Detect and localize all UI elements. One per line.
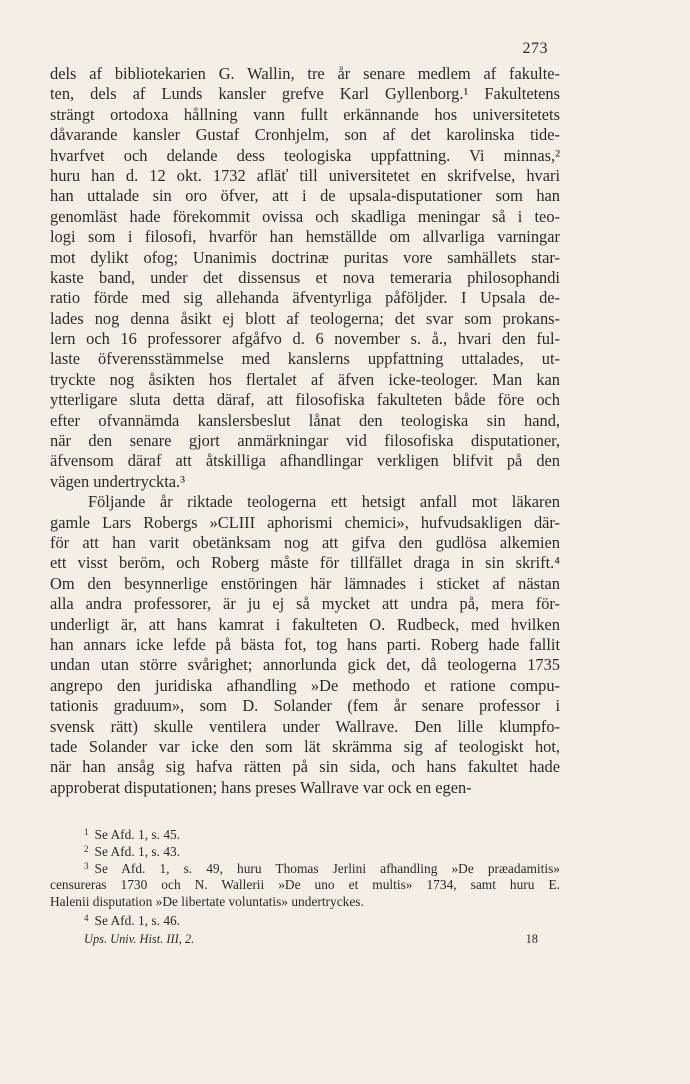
footnote (50, 910, 560, 927)
body-line: undan utan större svårighet; annorlunda gick det, då teologerna 1735 (50, 655, 560, 675)
body-line: ratio förde med sig allehanda äfventyrliga påföljder. I Upsala de- (50, 288, 560, 308)
footnote-text: Se Afd. 1, s. 46. (94, 912, 181, 928)
footnote-text: censureras 1730 och N. Wallerii »De uno et multis» 1734, samt huru E. (50, 876, 560, 892)
body-line: Om den besynnerlige enstöringen här lämnades i sticket af nästan (50, 573, 560, 593)
body-line: tationis graduum», som D. Solander (fem år senare professor i (50, 696, 560, 716)
body-line: gamle Lars Robergs »CLIII aphorismi chemici», hufvudsakligen där- (50, 512, 560, 532)
body-line: genomläst hade förekommit ovissa och skadliga meningar så i teo- (50, 206, 560, 226)
signature-number: 18 (525, 932, 538, 946)
footnotes (50, 824, 560, 927)
body-line: ett visst beröm, och Roberg måste för tillfället draga in sin skrift.⁴ (50, 553, 560, 573)
body-line: logi som i filosofi, hvarför han hemställde om allvarliga varningar (50, 227, 560, 247)
footnote-text: Se Afd. 1, s. 45. (94, 827, 181, 842)
body-line: ytterligare sluta detta däraf, att filosofiska fakulteten både före och (50, 390, 560, 410)
footnote (50, 876, 560, 893)
footnote-mark: 3 (84, 861, 89, 872)
body-line: tryckte nog åsikten hos flertalet af äfven icke-teologer. Man kan (50, 369, 560, 389)
body-line: han uttalade sin oro öfver, att i de upsala-disputationer som han (50, 186, 560, 206)
body-line: han annars icke lefde på bästa fot, tog hans parti. Roberg hade fallit (50, 634, 560, 654)
body-line: hvarfvet och delande dess teologiska uppfattning. Vi minnas,² (50, 145, 560, 165)
body-line: äfvensom däraf att åtskilliga afhandlingar verkligen blifvit på den (50, 451, 560, 471)
body-line: laste öfverensstämmelse med kanslerns uppfattning uttalades, ut- (50, 349, 560, 369)
body-line: svensk rätt) skulle ventilera under Wallrave. Den lille klumpfo- (50, 716, 560, 736)
footnote-text: Se Afd. 1, s. 49, huru Thomas Jerlini afhandling »De præadamitis» (94, 861, 560, 877)
body-text (50, 64, 560, 798)
body-line: mot dylikt ofog; Unanimis doctrinæ puritas vore samhällets star- (50, 247, 560, 267)
body-line: alla andra professorer, är ju ej så mycket att undra på, mera för- (50, 594, 560, 614)
footnote-text: Se Afd. 1, s. 43. (94, 844, 181, 860)
body-line: för att han varit obetänksam nog att gifva den gudlösa alkemien (50, 532, 560, 552)
footnote-mark: 2 (84, 844, 89, 855)
body-line: dels af bibliotekarien G. Wallin, tre år senare medlem af fakulte- (50, 64, 560, 83)
body-line: Följande år riktade teologerna ett hetsigt anfall mot läkaren (88, 492, 560, 512)
body-line: ten, dels af Lunds kansler grefve Karl Gyllenborg.¹ Fakultetens (50, 84, 560, 104)
body-line: när han ansåg sig hafva rätten på sin sida, och hans fakultet hade (50, 757, 560, 777)
body-line: kaste band, under det dissensus et nova temeraria philosophandi (50, 267, 560, 287)
body-line: underligt är, att hans kamrat i fakulteten O. Rudbeck, med hvilken (50, 614, 560, 634)
footnote-mark: 1 (84, 827, 89, 837)
body-line: strängt ortodoxa hållning vann fullt erkännande hos universitetets (50, 104, 560, 124)
body-line: angrepo den juridiska afhandling »De methodo et ratione compu- (50, 675, 560, 695)
footnote (50, 893, 560, 910)
footnote (50, 824, 560, 841)
body-line: tade Solander var icke den som lät skrämma sig af teologiskt hot, (50, 736, 560, 756)
footnote-text: Halenii disputation »De libertate voluntatis» undertryckes. (50, 893, 364, 909)
body-line: lern och 16 professorer afgåfvo d. 6 november s. å., hvari den ful- (50, 329, 560, 349)
body-line: när den senare gjort anmärkningar vid filosofiska disputationer, (50, 431, 560, 451)
footnote-mark: 4 (84, 912, 89, 923)
footnote (50, 841, 560, 858)
signature-mark: Ups. Univ. Hist. III, 2. (84, 932, 195, 946)
body-line: lades nog denna åsikt ej blott af teologerna; det svar som prokans- (50, 308, 560, 328)
body-line: vägen undertryckta.³ (50, 471, 186, 491)
body-line: efter ofvannämda kanslersbeslut lånat den teologiska sin hand, (50, 410, 560, 430)
body-line: dåvarande kansler Gustaf Cronhjelm, son af det karolinska tide- (50, 125, 560, 145)
footnote (50, 858, 560, 875)
body-line: approberat disputationen; hans preses Wallrave var ock en egen- (50, 777, 472, 797)
signature-line (84, 932, 538, 947)
page-number: 273 (522, 40, 548, 57)
body-line: huru han d. 12 okt. 1732 afläť till universitetet en skrifvelse, hvari (50, 165, 560, 185)
